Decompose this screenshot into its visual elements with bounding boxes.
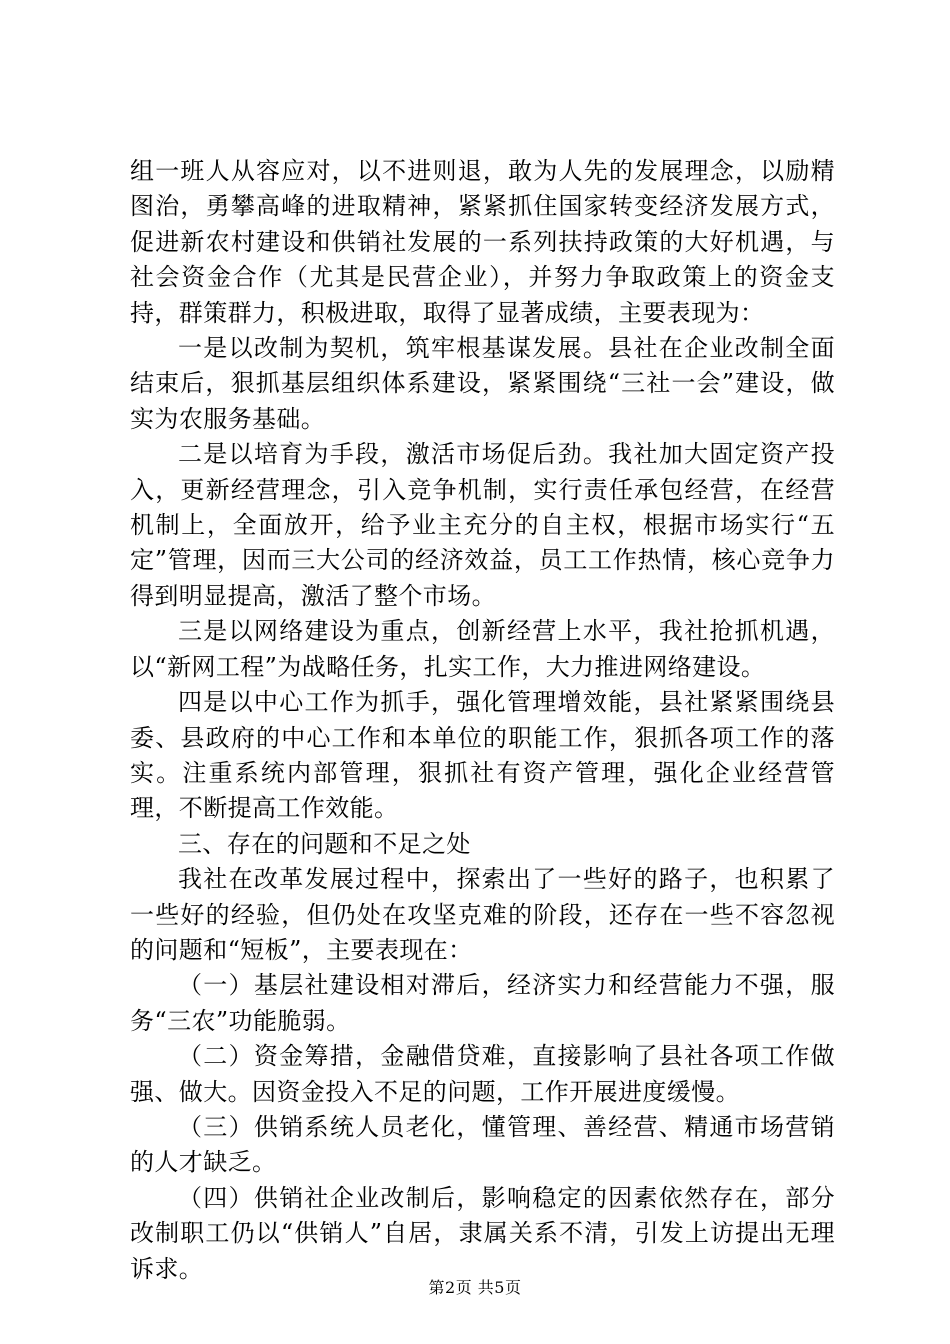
paragraph-problem-three: （三）供销系统人员老化，懂管理、善经营、精通市场营销的人才缺乏。: [130, 1112, 835, 1177]
document-body: [130, 154, 835, 1287]
paragraph-problem-four: （四）供销社企业改制后，影响稳定的因素依然存在，部分改制职工仍以“供销人”自居，隶属关系不清，引发上访提出无理诉求。: [130, 1183, 835, 1283]
paragraph-problem-two: （二）资金筹措，金融借贷难，直接影响了县社各项工作做强、做大。因资金投入不足的问题，工作开展进度缓慢。: [130, 1042, 835, 1106]
page-footer: [0, 1275, 950, 1298]
page-number-current: 第2页: [428, 1278, 473, 1297]
paragraph-intro-continuation: 组一班人从容应对，以不进则退，敢为人先的发展理念，以励精图治，勇攀高峰的进取精神，紧紧抓住国家转变经济发展方式，促进新农村建设和供销社发展的一系列扶持政策的大好机遇，与社会资金合作（尤其是民营企业），并努力争取政策上的资金支持，群策群力，积极进取，取得了显著成绩，主要表现为：: [130, 157, 835, 327]
paragraph-problems-intro: 我社在改革发展过程中，探索出了一些好的路子，也积累了一些好的经验，但仍处在攻坚克难的阶段，还存在一些不容忽视的问题和“短板”，主要表现在：: [130, 865, 835, 964]
paragraph-point-two: 二是以培育为手段，激活市场促后劲。我社加大固定资产投入，更新经营理念，引入竞争机制，实行责任承包经营，在经营机制上，全面放开，给予业主充分的自主权，根据市场实行“五定”管理，因而三大公司的经济效益，员工工作热情，核心竞争力得到明显提高，激活了整个市场。: [130, 440, 835, 610]
paragraph-point-four: 四是以中心工作为抓手，强化管理增效能，县社紧紧围绕县委、县政府的中心工作和本单位的职能工作，狠抓各项工作的落实。注重系统内部管理，狠抓社有资产管理，强化企业经营管理，不断提高工作效能。: [130, 688, 835, 823]
paragraph-problem-one: （一）基层社建设相对滞后，经济实力和经营能力不强，服务“三农”功能脆弱。: [130, 971, 835, 1035]
paragraph-point-three: 三是以网络建设为重点，创新经营上水平，我社抢抓机遇，以“新网工程”为战略任务，扎实工作，大力推进网络建设。: [130, 617, 835, 681]
page-number-total: 共5页: [477, 1278, 522, 1297]
paragraph-point-one: 一是以改制为契机，筑牢根基谋发展。县社在企业改制全面结束后，狠抓基层组织体系建设，紧紧围绕“三社一会”建设，做实为农服务基础。: [130, 334, 835, 433]
section-heading-problems: 三、存在的问题和不足之处: [178, 829, 471, 858]
